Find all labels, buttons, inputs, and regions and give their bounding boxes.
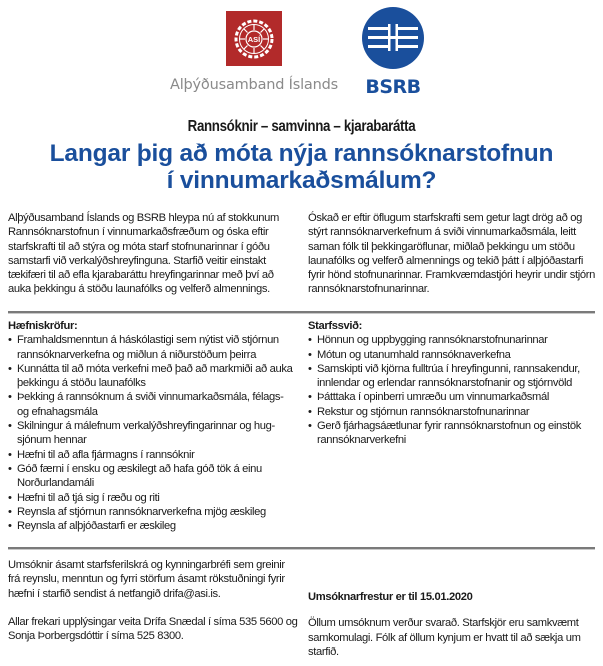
list-item-text: Hæfni til að afla fjármagns í rannsóknir bbox=[17, 448, 195, 461]
scope-section bbox=[308, 319, 598, 448]
list-item-text: Þekking á rannsóknum á sviði vinnumarkaðsmála, félags- og efnahagsmála bbox=[17, 391, 284, 418]
list-item bbox=[8, 419, 298, 448]
asi-emblem-text: ASÍ bbox=[247, 34, 261, 44]
list-item bbox=[308, 419, 598, 448]
bullet-icon: • bbox=[308, 348, 312, 361]
bullet-icon: • bbox=[8, 491, 12, 504]
list-item bbox=[8, 390, 298, 419]
bullet-icon: • bbox=[8, 448, 12, 461]
bullet-icon: • bbox=[308, 405, 312, 418]
list-item bbox=[8, 448, 298, 462]
bullet-icon: • bbox=[8, 334, 12, 347]
list-item-text: Hæfni til að tjá sig í ræðu og riti bbox=[17, 491, 160, 504]
scope-list bbox=[308, 333, 598, 447]
requirements-section bbox=[8, 319, 298, 533]
list-item-text: Góð færni í ensku og æskilegt að hafa góð tök á einu Norðurlandamáli bbox=[17, 462, 262, 490]
deadline-text: Umsóknarfrestur er til 15.01.2020 bbox=[308, 591, 473, 603]
asi-logo bbox=[226, 11, 282, 66]
subtitle: Rannsóknir – samvinna – kjarabarátta bbox=[187, 118, 416, 135]
intro-left-text: Alþýðusamband Íslands og BSRB hleypa nú af stokkunum Rannsóknarstofnun í vinnumarkaðsfræðum og óska eftir starfskrafti til að stýra og móta starf stofnunarinnar í góðu samstarfi við verkalýðshreyfinguna. Starfið veitir einstakt tækifæri til að efla kjarabaráttu hreyfingarinnar með því að auka þekkingu á stöðu launafólks og velferð almennings. bbox=[8, 212, 279, 296]
asi-emblem-icon bbox=[232, 17, 276, 61]
list-item-text: Hönnun og uppbygging rannsóknarstofnunarinnar bbox=[317, 334, 548, 347]
scope-heading: Starfssvið: bbox=[308, 320, 362, 332]
divider bbox=[8, 547, 595, 550]
list-item bbox=[308, 362, 598, 391]
list-item bbox=[8, 491, 298, 505]
list-item bbox=[8, 362, 298, 391]
bullet-icon: • bbox=[8, 362, 12, 375]
list-item bbox=[8, 519, 298, 533]
list-item bbox=[8, 462, 298, 491]
bsrb-emblem-icon bbox=[360, 6, 426, 98]
bullet-icon: • bbox=[308, 334, 312, 347]
bullet-icon: • bbox=[308, 420, 312, 433]
bullet-icon: • bbox=[308, 362, 312, 375]
intro-right bbox=[308, 211, 598, 297]
bullet-icon: • bbox=[8, 505, 12, 518]
list-item-text: Framhaldsmenntun á háskólastigi sem nýtist við stjórnun rannsóknarverkefna og miðlun á niðurstöðum þeirra bbox=[17, 334, 279, 361]
intro-right-text: Óskað er eftir öflugum starfskrafti sem getur lagt drög að og stýrt rannsóknarverkefnum á sviði vinnumarkaðsmála, leitt saman fólk til þekkingaröflunar, miðlað þekkingu um stöðu launafólks og velferð almennings og tekið þátt í alþjóðastarfi fyrir hönd stofnunarinnar. Framkvæmdastjóri heyrir undir stjórn rannsóknarstofnunarinnar. bbox=[308, 212, 595, 296]
list-item-text: Mótun og utanumhald rannsóknaverkefna bbox=[317, 348, 511, 361]
closing-section bbox=[308, 590, 598, 659]
list-item bbox=[308, 333, 598, 347]
requirements-list bbox=[8, 333, 298, 533]
bullet-icon: • bbox=[8, 391, 12, 404]
list-item-text: Reynsla af stjórnun rannsóknarverkefna mjög æskileg bbox=[17, 505, 266, 518]
list-item bbox=[308, 405, 598, 419]
title-line-1: Langar þig að móta nýja rannsóknarstofnun bbox=[49, 140, 554, 167]
title-line-2: í vinnumarkaðsmálum? bbox=[166, 167, 437, 194]
page-title bbox=[0, 140, 603, 194]
intro-left bbox=[8, 211, 298, 297]
list-item bbox=[8, 505, 298, 519]
bullet-icon: • bbox=[308, 391, 312, 404]
list-item-text: Samskipti við kjörna fulltrúa í hreyfingunni, rannsakendur, innlendar og erlendar rannsóknarstofnanir og stjórnvöld bbox=[317, 362, 580, 390]
requirements-heading: Hæfniskröfur: bbox=[8, 320, 78, 332]
asi-name: Alþýðusamband Íslands bbox=[170, 77, 338, 93]
bsrb-wordmark: BSRB bbox=[365, 76, 421, 98]
list-item-text: Kunnátta til að móta verkefni með það að markmiði að auka þekkingu á stöðu launafólks bbox=[17, 362, 293, 390]
list-item bbox=[8, 333, 298, 362]
closing-note: Öllum umsóknum verður svarað. Starfskjör eru samkvæmt samkomulagi. Fólk af öllum kynjum er hvatt til að sækja um starfið. bbox=[308, 617, 581, 658]
list-item-text: Rekstur og stjórnun rannsóknarstofnunarinnar bbox=[317, 405, 530, 418]
list-item-text: Gerð fjárhagsáætlunar fyrir rannsóknarstofnun og einstök rannsóknarverkefni bbox=[317, 420, 581, 447]
divider bbox=[8, 311, 595, 314]
list-item-text: Reynsla af alþjóðastarfi er æskileg bbox=[17, 520, 176, 533]
bullet-icon: • bbox=[8, 462, 12, 475]
list-item bbox=[308, 390, 598, 404]
list-item-text: Skilningur á málefnum verkalýðshreyfingarinnar og hug-sjónum hennar bbox=[17, 420, 275, 447]
bullet-icon: • bbox=[8, 520, 12, 533]
list-item bbox=[308, 348, 598, 362]
application-contact: Allar frekari upplýsingar veita Drífa Snædal í síma 535 5600 og Sonja Þorbergsdóttir í síma 525 8300. bbox=[8, 615, 298, 643]
bullet-icon: • bbox=[8, 420, 12, 433]
application-section bbox=[8, 558, 298, 643]
list-item-text: Þátttaka í opinberri umræðu um vinnumarkaðsmál bbox=[317, 391, 549, 404]
application-instructions: Umsóknir ásamt starfsferilskrá og kynningarbréfi sem greinir frá reynslu, menntun og fyrri störfum ásamt rökstuðningi fyrir hæfni í starfið sendist á netfangið drifa@asi.is. bbox=[8, 559, 285, 600]
bsrb-logo bbox=[360, 6, 426, 98]
